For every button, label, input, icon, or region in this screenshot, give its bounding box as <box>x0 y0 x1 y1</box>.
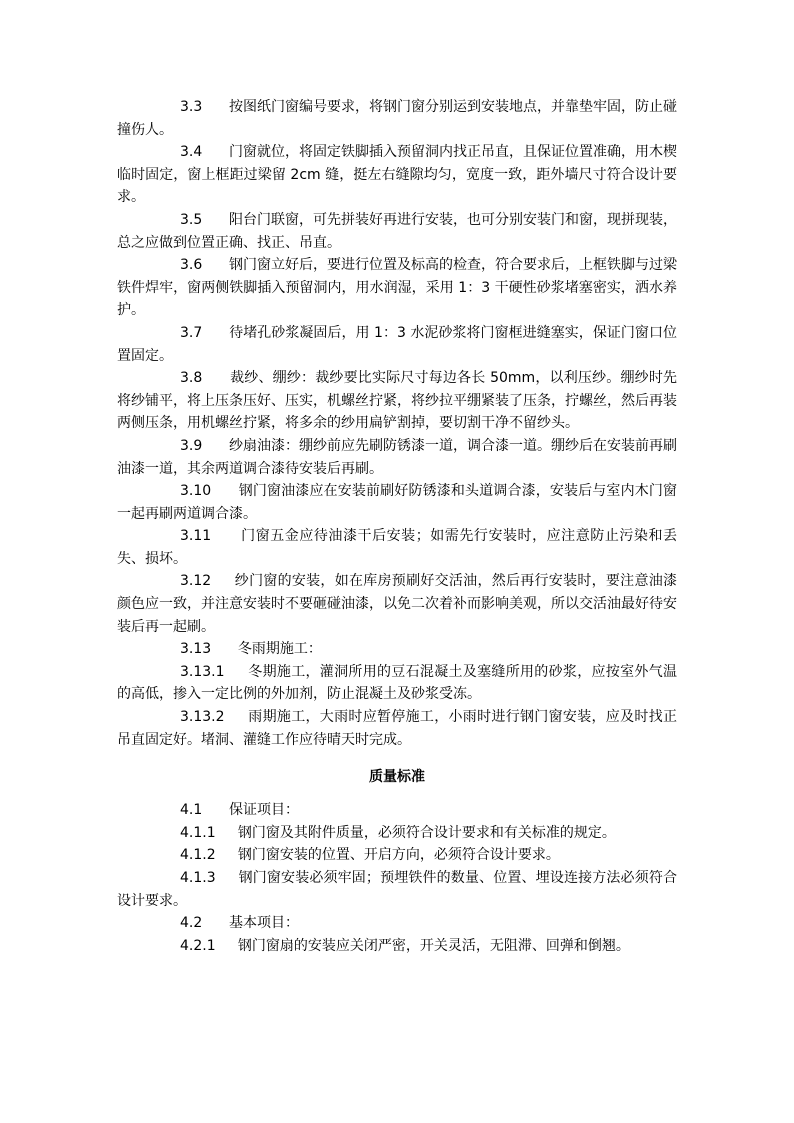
clause-text: 雨期施工，大雨时应暂停施工，小雨时进行钢门窗安装，应及时找正吊直固定好。堵洞、灌缝工作应待晴天时完成。 <box>117 709 677 748</box>
clause-text: 基本项目： <box>228 915 299 932</box>
clause-paragraph <box>117 570 677 638</box>
clause-paragraph <box>117 435 677 480</box>
clause-paragraph <box>117 935 677 958</box>
clause-number: 3.13.2 <box>180 709 225 726</box>
clause-text: 钢门窗安装必须牢固；预埋铁件的数量、位置、埋设连接方法必须符合设计要求。 <box>117 870 677 909</box>
clause-number: 3.11 <box>180 528 212 545</box>
clause-paragraph <box>117 799 677 822</box>
clause-gap <box>225 709 249 725</box>
clause-gap <box>211 528 241 544</box>
clause-paragraph <box>117 912 677 935</box>
section-heading-quality-standards: 质量标准 <box>369 769 425 786</box>
quality-standards-section <box>117 799 677 957</box>
clause-number: 4.2.1 <box>180 937 216 954</box>
clause-gap <box>225 664 249 680</box>
clause-gap <box>202 257 229 273</box>
clause-paragraph <box>117 844 677 867</box>
clause-text: 门窗五金应待油漆干后安装；如需先行安装时，应注意防止污染和丢失、损坏。 <box>117 528 678 567</box>
clause-gap <box>211 641 238 657</box>
clause-paragraph <box>117 96 677 141</box>
clause-gap <box>202 325 229 341</box>
clause-number: 3.5 <box>180 211 203 228</box>
clause-number: 4.1.3 <box>180 870 216 886</box>
clause-text: 裁纱、绷纱：裁纱要比实际尺寸每边各长 50mm，以利压纱。绷纱时先将纱铺平，将上压条压好、压实，机螺丝拧紧，将纱拉平绷紧装了压条，拧螺丝，然后再装两侧压条，用机螺丝拧紧，将多余的纱用扁铲割掉，要切割干净不留纱头。 <box>117 370 678 432</box>
clause-paragraph <box>117 525 677 570</box>
clause-paragraph <box>117 254 677 322</box>
clause-text: 钢门窗及其附件质量，必须符合设计要求和有关标准的规定。 <box>237 824 616 841</box>
clause-gap <box>202 915 229 931</box>
clause-gap <box>211 483 239 499</box>
clause-text: 钢门窗安装的位置、开启方向，必须符合设计要求。 <box>237 847 560 864</box>
clause-paragraph <box>117 706 677 751</box>
clause-text: 钢门窗立好后，要进行位置及标高的检查，符合要求后，上框铁脚与过梁铁件焊牢，窗两侧铁脚插入预留洞内，用水润湿，采用 1：3 干硬性砂浆堵塞密实，洒水养护。 <box>117 257 678 319</box>
clause-gap <box>216 825 238 841</box>
clause-paragraph <box>117 661 677 706</box>
clause-text: 保证项目： <box>228 802 299 819</box>
clause-paragraph <box>117 638 677 661</box>
clause-text: 钢门窗油漆应在安装前刷好防锈漆和头道调合漆，安装后与室内木门窗一起再刷两道调合漆。 <box>117 483 678 522</box>
clause-text: 门窗就位，将固定铁脚插入预留洞内找正吊直，且保证位置准确，用木楔临时固定，窗上框距过梁留 2cm 缝，挺左右缝隙均匀，宽度一致，距外墙尺寸符合设计要求。 <box>117 144 678 206</box>
clause-paragraph <box>117 367 677 435</box>
clause-number: 3.7 <box>180 324 203 341</box>
clause-paragraph <box>117 209 677 254</box>
clause-number: 4.1.1 <box>180 824 216 841</box>
clause-number: 3.4 <box>180 144 203 161</box>
clause-gap <box>216 938 238 954</box>
clause-gap <box>202 438 229 454</box>
clause-number: 3.8 <box>180 370 203 387</box>
clause-number: 4.1.2 <box>180 847 216 864</box>
clause-gap <box>202 144 229 160</box>
clause-paragraph <box>117 322 677 367</box>
clause-number: 3.10 <box>180 483 212 500</box>
clause-gap <box>202 212 229 228</box>
document-page <box>117 96 677 957</box>
clause-paragraph <box>117 480 677 525</box>
clause-paragraph <box>117 822 677 845</box>
clause-text: 钢门窗扇的安装应关闭严密，开关灵活，无阻滞、回弹和倒翘。 <box>237 937 630 954</box>
clause-text: 按图纸门窗编号要求，将钢门窗分别运到安装地点，并靠垫牢固，防止碰撞伤人。 <box>117 99 678 138</box>
clause-text: 纱门窗的安装，如在库房预刷好交活油，然后再行安装时，要注意油漆颜色应一致，并注意安装时不要砸碰油漆，以免二次着补而影响美观，所以交活油最好待安装后再一起刷。 <box>117 573 677 635</box>
clause-paragraph <box>117 867 677 912</box>
clause-paragraph <box>117 141 677 209</box>
clause-gap <box>202 802 229 818</box>
clause-text: 待堵孔砂浆凝固后，用 1：3 水泥砂浆将门窗框进缝塞实，保证门窗口位置固定。 <box>117 324 678 364</box>
clause-number: 4.1 <box>180 802 203 819</box>
clause-number: 3.13.1 <box>180 663 225 680</box>
clause-number: 3.9 <box>180 437 203 454</box>
clause-gap <box>216 847 238 863</box>
clause-gap <box>211 573 235 589</box>
clause-gap <box>216 870 239 886</box>
clause-number: 3.3 <box>180 99 203 115</box>
clause-number: 3.13 <box>180 641 212 658</box>
clause-gap <box>202 99 229 115</box>
clause-gap <box>202 370 230 386</box>
clause-number: 3.6 <box>180 257 203 274</box>
clause-number: 3.12 <box>180 573 212 590</box>
clause-text: 阳台门联窗，可先拼装好再进行安装，也可分别安装门和窗，现拼现装，总之应做到位置正确、找正、吊直。 <box>117 211 678 251</box>
clause-number: 4.2 <box>180 915 203 932</box>
clause-text: 冬雨期施工： <box>237 641 322 658</box>
clause-text: 冬期施工，灌洞所用的豆石混凝土及塞缝所用的砂浆，应按室外气温的高低，掺入一定比例的外加剂，防止混凝土及砂浆受冻。 <box>117 663 677 703</box>
clause-text: 纱扇油漆：绷纱前应先刷防锈漆一道，调合漆一道。绷纱后在安装前再刷油漆一道，其余两道调合漆待安装后再刷。 <box>117 437 678 477</box>
construction-steps-section <box>117 96 677 751</box>
